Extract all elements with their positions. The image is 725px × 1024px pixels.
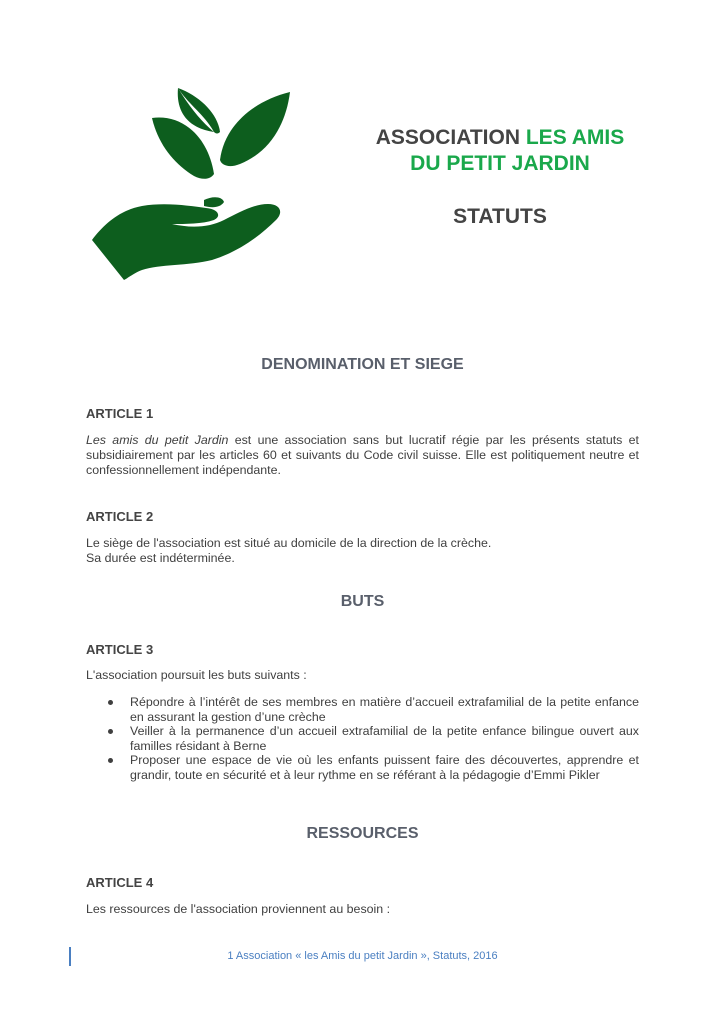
title-les-amis: LES AMIS: [525, 126, 625, 149]
list-item: [86, 695, 639, 724]
article-3-title: ARTICLE 3: [86, 642, 154, 657]
section-title-ressources: RESSOURCES: [306, 825, 419, 842]
list-item: [86, 753, 639, 782]
article-2-line-2: Sa durée est indéterminée.: [86, 551, 235, 565]
article-3-goals-list: [86, 695, 639, 782]
bullet-icon: [108, 729, 113, 734]
section-title-buts: BUTS: [340, 593, 385, 610]
article-1-text: [86, 433, 639, 478]
article-1-body: est une association sans but lucratif régie par les présents statuts et subsidiairement par les articles 60 et suivants du Code civil suisse. Elle est politiquement neutre et confessionnellement indépendante.: [86, 433, 640, 477]
association-name: Les amis du petit Jardin: [86, 433, 229, 447]
document-title-line-2: DU PETIT JARDIN: [410, 152, 590, 175]
document-subtitle: STATUTS: [453, 205, 547, 228]
document-title-block: [330, 125, 670, 229]
page-footer: 1 Association « les Amis du petit Jardin », Statuts, 2016: [227, 950, 498, 962]
article-4-title: ARTICLE 4: [86, 875, 154, 890]
article-3-intro: L'association poursuit les buts suivants :: [86, 668, 307, 682]
list-item-text: Proposer une espace de vie où les enfants puissent faire des découvertes, apprendre et grandir, toute en sécurité et à leur rythme en se référant à la pédagogie d’Emmi Pikler: [130, 753, 639, 782]
list-item-text: Répondre à l’intérêt de ses membres en matière d’accueil extrafamilial de la petite enfance en assurant la gestion d’une crèche: [130, 695, 639, 724]
article-2-text: [86, 536, 639, 566]
list-item: [86, 724, 639, 753]
document-title-line-1: [330, 125, 670, 151]
article-2-line-1: Le siège de l'association est situé au domicile de la direction de la crèche.: [86, 536, 492, 550]
hand-with-leaves-icon: [90, 84, 295, 284]
bullet-icon: [108, 700, 113, 705]
section-title-denomination: DENOMINATION ET SIEGE: [261, 356, 464, 373]
bullet-icon: [108, 758, 113, 763]
title-association: ASSOCIATION: [375, 126, 521, 149]
article-1-title: ARTICLE 1: [86, 406, 154, 421]
list-item-text: Veiller à la permanence d’un accueil extrafamilial de la petite enfance bilingue ouvert aux familles résidant à Berne: [130, 724, 639, 753]
article-4-intro: Les ressources de l'association proviennent au besoin :: [86, 902, 391, 916]
article-2-title: ARTICLE 2: [86, 509, 154, 524]
